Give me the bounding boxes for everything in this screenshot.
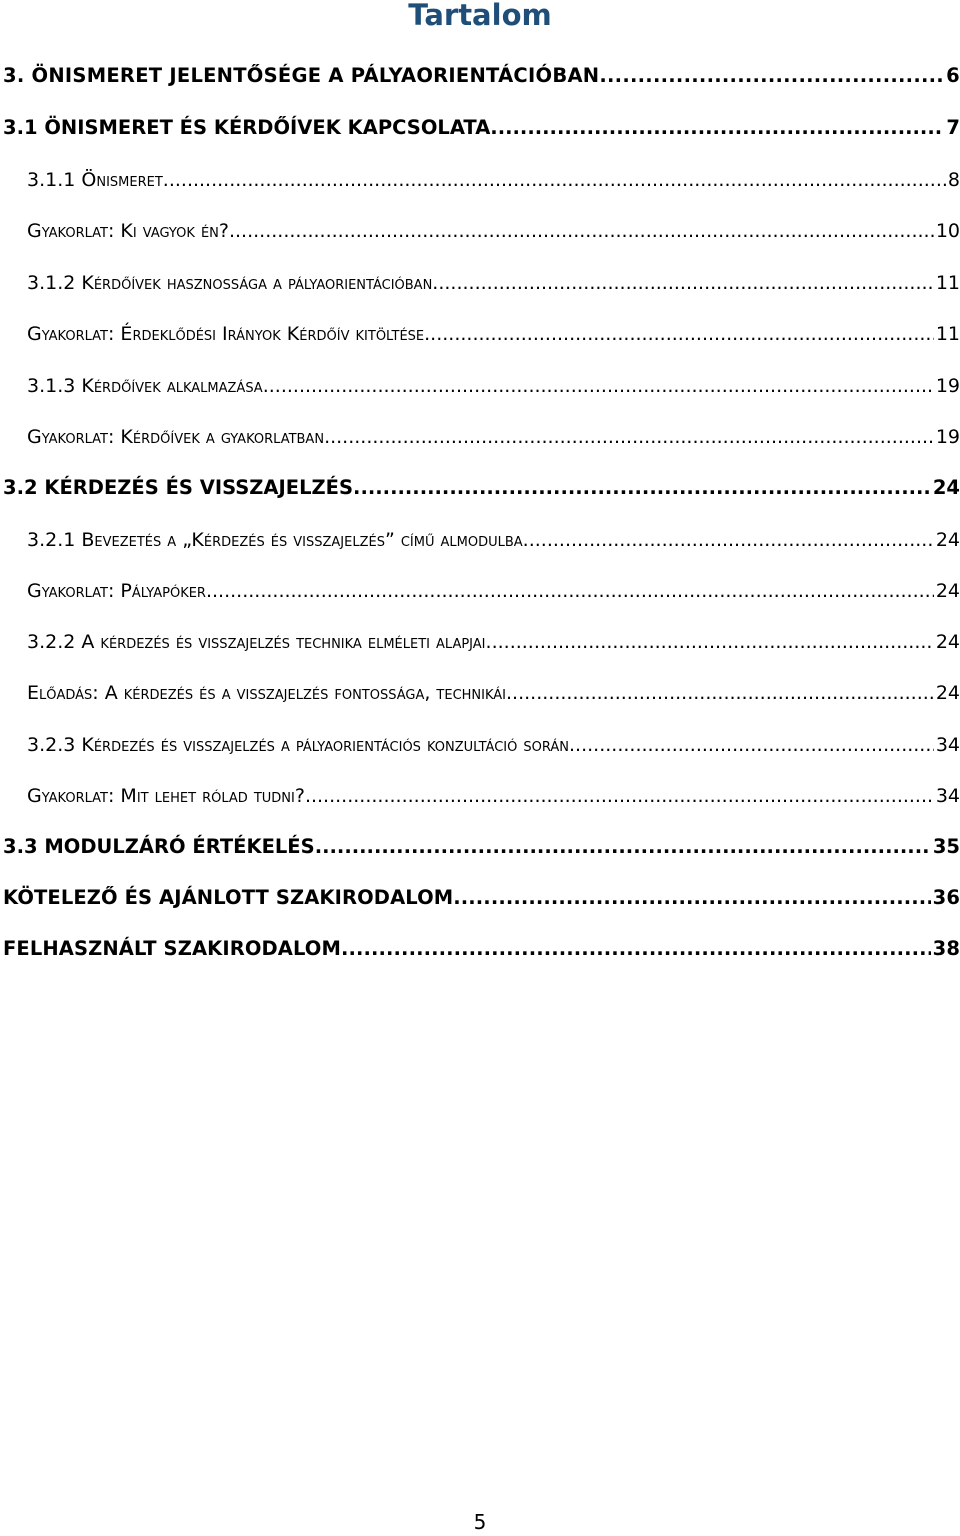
toc-entry-page: 38 xyxy=(932,937,960,960)
toc-dot-leader xyxy=(424,319,934,349)
toc-entry-page: 34 xyxy=(935,785,960,807)
toc-entry[interactable] xyxy=(3,113,960,143)
toc-entry[interactable] xyxy=(27,730,960,760)
toc-dot-leader xyxy=(353,473,931,503)
toc-dot-leader xyxy=(305,781,934,811)
toc-entry-label: 3.2.2 A kérdezés és visszajelzés technika elméleti alapjai xyxy=(27,631,486,653)
toc-entry-page: 11 xyxy=(935,272,960,294)
toc-entry-label: Gyakorlat: Érdeklődési Irányok Kérdőív kitöltése xyxy=(27,323,425,345)
toc-entry-label: 3.1.2 Kérdőívek hasznossága a pályaorientációban xyxy=(27,272,433,294)
toc-dot-leader xyxy=(506,678,934,708)
toc-entry-page: 24 xyxy=(935,631,960,653)
toc-entry-label: 3.1.3 Kérdőívek alkalmazása xyxy=(27,375,263,397)
toc-entry[interactable] xyxy=(3,883,960,913)
toc-entry[interactable] xyxy=(27,268,960,298)
toc-dot-leader xyxy=(432,268,934,298)
toc-entry-page: 7 xyxy=(946,116,960,139)
toc-entry-label: 3.2 KÉRDEZÉS ÉS VISSZAJELZÉS xyxy=(3,476,354,499)
toc-entry[interactable] xyxy=(27,165,960,195)
toc-entry[interactable] xyxy=(3,934,960,964)
toc-dot-leader xyxy=(263,371,934,401)
toc-entry[interactable] xyxy=(3,61,960,91)
toc-dot-leader xyxy=(206,576,934,606)
toc-entry[interactable] xyxy=(3,473,960,503)
toc-dot-leader xyxy=(163,165,946,195)
toc-entry-label: 3.2.3 Kérdezés és visszajelzés a pályaorientációs konzultáció során xyxy=(27,734,570,756)
toc-entry-label: Gyakorlat: Kérdőívek a gyakorlatban xyxy=(27,426,325,448)
toc-entry-label: FELHASZNÁLT SZAKIRODALOM xyxy=(3,937,341,960)
toc-entry-label: 3.1.1 Önismeret xyxy=(27,169,163,191)
toc-entry[interactable] xyxy=(27,422,960,452)
page-number: 5 xyxy=(473,1510,487,1534)
toc-entry-page: 19 xyxy=(935,426,960,448)
toc-dot-leader xyxy=(315,832,931,862)
toc-dot-leader xyxy=(523,525,934,555)
toc-entry[interactable] xyxy=(27,576,960,606)
toc-entry[interactable] xyxy=(27,216,960,246)
toc-entry-label: Gyakorlat: Pályapóker xyxy=(27,580,206,602)
page-title: Tartalom xyxy=(408,0,552,32)
toc-dot-leader xyxy=(486,627,934,657)
toc-entry-page: 24 xyxy=(932,476,960,499)
toc-entry-page: 6 xyxy=(946,64,960,87)
toc-entry[interactable] xyxy=(27,627,960,657)
toc-entry-label: 3.2.1 Bevezetés a „Kérdezés és visszajelzés” című almodulba xyxy=(27,529,523,551)
toc-entry-label: Gyakorlat: Ki vagyok én? xyxy=(27,220,229,242)
toc-dot-leader xyxy=(324,422,934,452)
toc-dot-leader xyxy=(569,730,934,760)
toc-entry-label: Gyakorlat: Mit lehet rólad tudni? xyxy=(27,785,305,807)
toc-entry[interactable] xyxy=(27,525,960,555)
toc-entry-page: 34 xyxy=(935,734,960,756)
toc-entry-page: 10 xyxy=(935,220,960,242)
toc-entry-label: 3. ÖNISMERET JELENTŐSÉGE A PÁLYAORIENTÁCIÓBAN xyxy=(3,64,600,87)
toc-dot-leader xyxy=(453,883,930,913)
toc-dot-leader xyxy=(341,934,931,964)
toc-entry[interactable] xyxy=(27,319,960,349)
toc-entry-page: 24 xyxy=(935,529,960,551)
toc-entry-label: 3.1 ÖNISMERET ÉS KÉRDŐÍVEK KAPCSOLATA xyxy=(3,116,491,139)
toc-entry-page: 19 xyxy=(935,375,960,397)
toc-entry[interactable] xyxy=(27,371,960,401)
toc-entry[interactable] xyxy=(27,678,960,708)
toc-entry-label: Előadás: A kérdezés és a visszajelzés fontossága, technikái xyxy=(27,682,507,704)
toc-entry-page: 11 xyxy=(935,323,960,345)
toc-entry-page: 24 xyxy=(935,580,960,602)
toc-entry-page: 36 xyxy=(932,886,960,909)
toc-entry-label: KÖTELEZŐ ÉS AJÁNLOTT SZAKIRODALOM xyxy=(3,886,454,909)
toc-dot-leader xyxy=(229,216,934,246)
toc-dot-leader xyxy=(490,113,944,143)
toc-entry-page: 35 xyxy=(932,835,960,858)
toc-entry-page: 24 xyxy=(935,682,960,704)
toc-entry[interactable] xyxy=(27,781,960,811)
toc-entry-page: 8 xyxy=(947,169,960,191)
toc-entry-label: 3.3 MODULZÁRÓ ÉRTÉKELÉS xyxy=(3,835,315,858)
toc-entry[interactable] xyxy=(3,832,960,862)
toc-dot-leader xyxy=(599,61,944,91)
